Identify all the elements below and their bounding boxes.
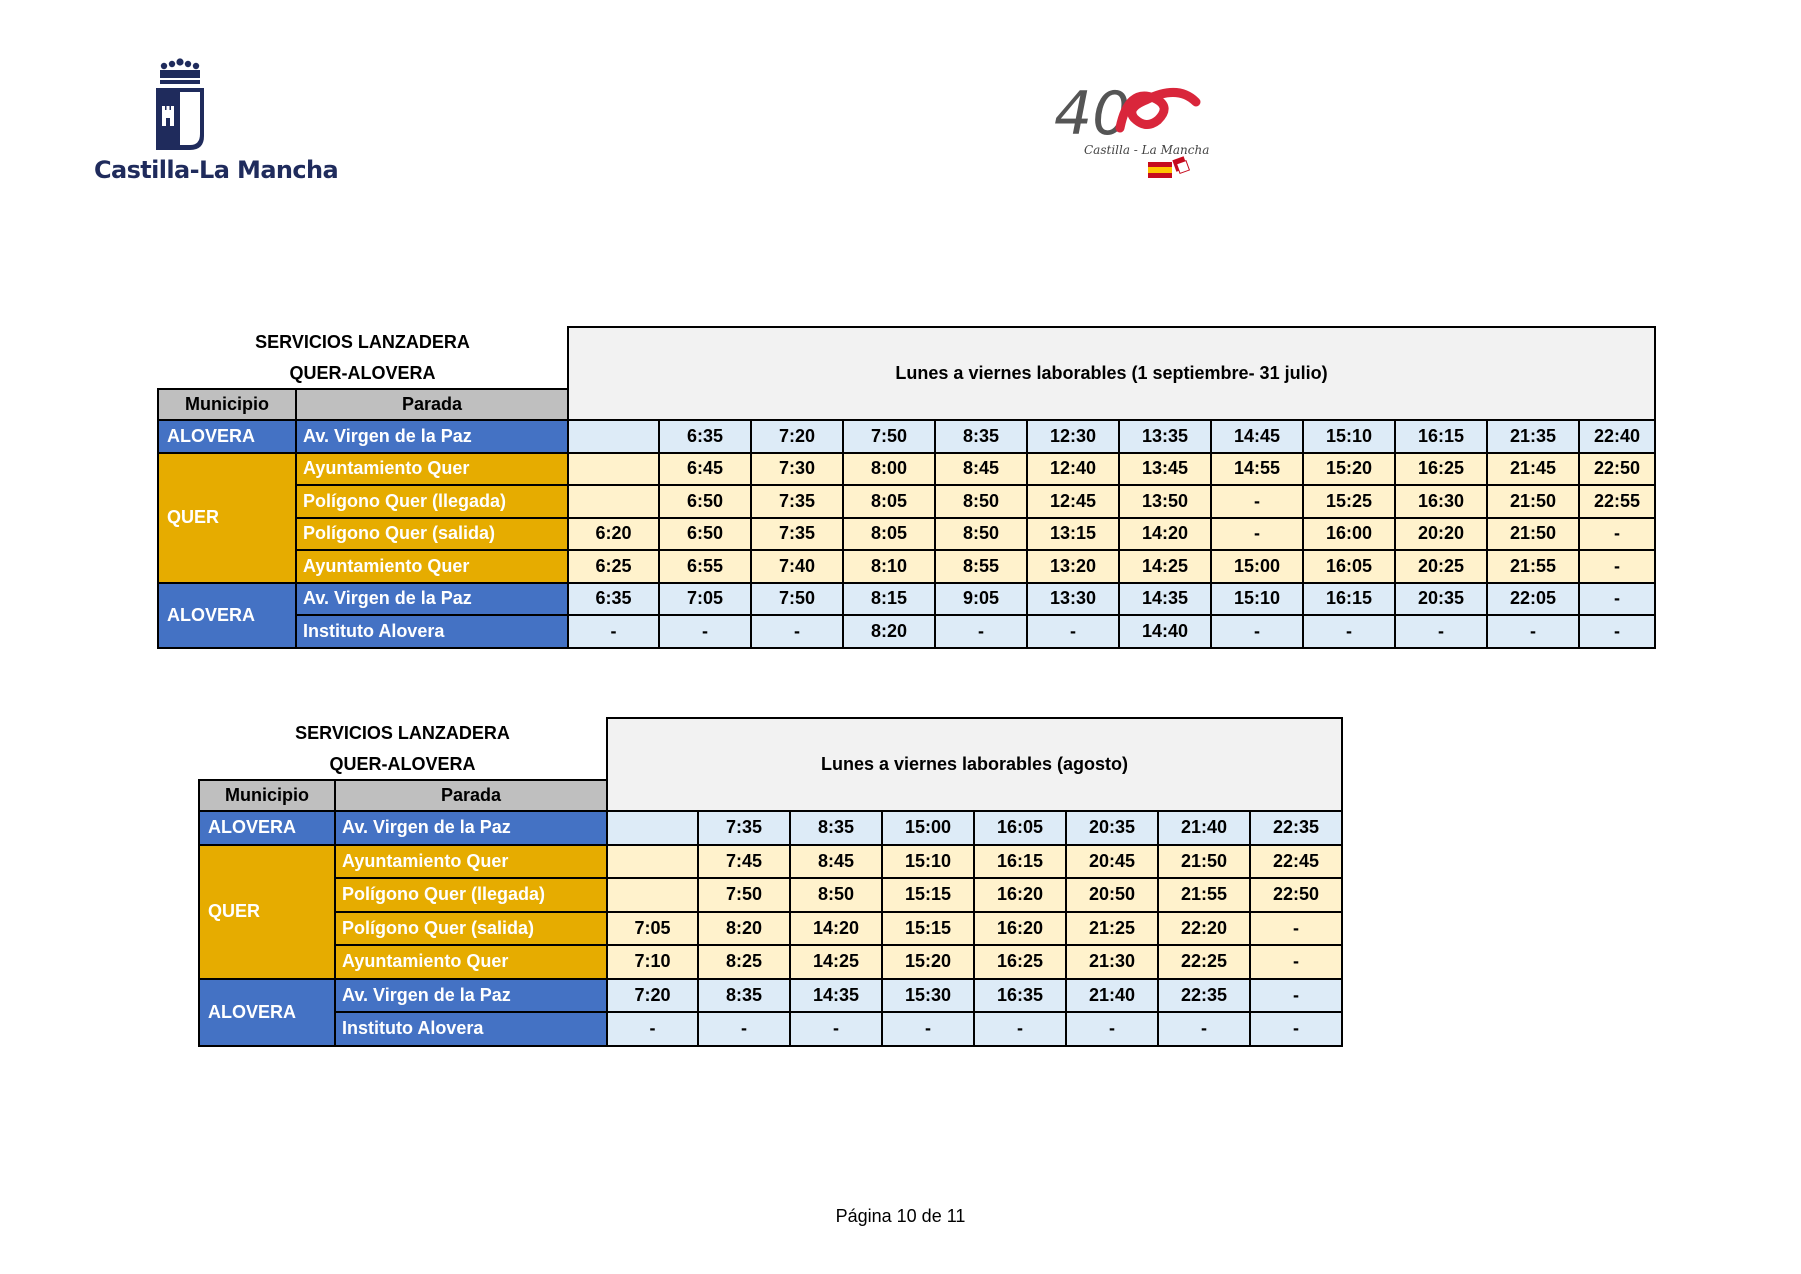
time-cell: -	[974, 1012, 1066, 1046]
table-title-line2: QUER-ALOVERA	[289, 362, 436, 383]
time-cell: -	[1579, 583, 1655, 616]
time-cell: 7:05	[607, 912, 698, 946]
time-cell: 7:45	[698, 845, 790, 879]
time-cell: 13:45	[1119, 453, 1211, 486]
time-cell: -	[935, 615, 1027, 648]
time-cell: 7:20	[751, 420, 843, 453]
schedule-table-1	[157, 326, 1656, 649]
table-row	[158, 583, 1655, 616]
stop-name-cell: Ayuntamiento Quer	[335, 945, 607, 979]
spanish-flag-icon	[1148, 162, 1172, 178]
time-cell: 15:20	[882, 945, 974, 979]
time-cell: 14:25	[1119, 550, 1211, 583]
stop-name-cell: Polígono Quer (salida)	[296, 518, 568, 551]
time-cell: 15:10	[882, 845, 974, 879]
time-cell: 16:25	[974, 945, 1066, 979]
time-cell: 21:45	[1487, 453, 1579, 486]
time-cell: -	[1211, 615, 1303, 648]
time-cell: 7:50	[698, 878, 790, 912]
time-cell: -	[1250, 945, 1342, 979]
stop-name-cell: Ayuntamiento Quer	[296, 550, 568, 583]
stop-name-cell: Av. Virgen de la Paz	[296, 583, 568, 616]
time-cell: 8:35	[790, 811, 882, 845]
table-row	[158, 453, 1655, 486]
time-cell: 14:25	[790, 945, 882, 979]
time-cell: 21:40	[1158, 811, 1250, 845]
time-cell: 15:30	[882, 979, 974, 1013]
time-cell: 6:20	[568, 518, 659, 551]
time-cell: 12:40	[1027, 453, 1119, 486]
time-cell: 16:05	[1303, 550, 1395, 583]
page-number: Página 10 de 11	[835, 1206, 966, 1226]
time-cell: -	[1250, 1012, 1342, 1046]
time-cell: 6:35	[659, 420, 751, 453]
time-cell: 7:35	[751, 485, 843, 518]
time-cell: 8:15	[843, 583, 935, 616]
municipio-cell: ALOVERA	[199, 979, 335, 1046]
time-cell: -	[1250, 979, 1342, 1013]
time-cell: 22:45	[1250, 845, 1342, 879]
anniversary-40-logo	[1050, 58, 1230, 188]
time-cell: 12:30	[1027, 420, 1119, 453]
municipio-cell: ALOVERA	[158, 420, 296, 453]
time-cell: 8:50	[935, 518, 1027, 551]
time-cell: 13:35	[1119, 420, 1211, 453]
stop-name-cell: Av. Virgen de la Paz	[335, 811, 607, 845]
time-cell: 15:00	[882, 811, 974, 845]
time-cell	[607, 811, 698, 845]
time-cell: 15:10	[1211, 583, 1303, 616]
table-row	[199, 878, 1342, 912]
table-row	[158, 420, 1655, 453]
table-row	[199, 945, 1342, 979]
table-row	[158, 518, 1655, 551]
time-cell: 12:45	[1027, 485, 1119, 518]
time-cell: 14:55	[1211, 453, 1303, 486]
time-cell	[568, 453, 659, 486]
time-cell: 21:40	[1066, 979, 1158, 1013]
time-cell	[568, 420, 659, 453]
time-cell: 21:55	[1158, 878, 1250, 912]
time-cell: -	[1158, 1012, 1250, 1046]
time-cell: 8:45	[790, 845, 882, 879]
column-header-municipio: Municipio	[158, 389, 296, 420]
time-cell: 21:35	[1487, 420, 1579, 453]
schedule-rows	[199, 811, 1342, 1046]
time-cell: 8:05	[843, 518, 935, 551]
stop-name-cell: Av. Virgen de la Paz	[335, 979, 607, 1013]
time-cell: 16:15	[974, 845, 1066, 879]
time-cell: 14:20	[1119, 518, 1211, 551]
stop-name-cell: Polígono Quer (llegada)	[296, 485, 568, 518]
logo-right-text: Castilla - La Mancha	[1084, 143, 1210, 157]
time-cell	[607, 878, 698, 912]
stop-name-cell: Instituto Alovera	[335, 1012, 607, 1046]
time-cell: -	[790, 1012, 882, 1046]
time-cell: 7:35	[751, 518, 843, 551]
time-cell: 20:45	[1066, 845, 1158, 879]
table-row	[158, 485, 1655, 518]
time-cell: -	[1303, 615, 1395, 648]
column-header-parada: Parada	[335, 780, 607, 811]
time-cell: 15:25	[1303, 485, 1395, 518]
time-cell: 6:50	[659, 485, 751, 518]
time-cell: 22:35	[1250, 811, 1342, 845]
time-cell: 20:50	[1066, 878, 1158, 912]
stop-name-cell: Ayuntamiento Quer	[296, 453, 568, 486]
table-row	[199, 912, 1342, 946]
logo-right-number: 40	[1054, 79, 1131, 149]
stop-name-cell: Ayuntamiento Quer	[335, 845, 607, 879]
time-cell: 14:20	[790, 912, 882, 946]
time-cell: 14:35	[790, 979, 882, 1013]
time-cell: 7:05	[659, 583, 751, 616]
municipio-cell: ALOVERA	[158, 583, 296, 648]
column-header-municipio: Municipio	[199, 780, 335, 811]
time-cell: 7:20	[607, 979, 698, 1013]
time-cell: 8:50	[790, 878, 882, 912]
time-cell: -	[698, 1012, 790, 1046]
municipio-cell: QUER	[199, 845, 335, 979]
time-cell: -	[882, 1012, 974, 1046]
time-cell: -	[1250, 912, 1342, 946]
time-cell: 22:50	[1250, 878, 1342, 912]
logo-left-text: Castilla-La Mancha	[94, 156, 339, 184]
time-cell: 22:20	[1158, 912, 1250, 946]
time-cell: -	[751, 615, 843, 648]
table-title-line2: QUER-ALOVERA	[329, 753, 476, 774]
time-cell	[607, 845, 698, 879]
time-cell: 8:50	[935, 485, 1027, 518]
time-cell: 16:05	[974, 811, 1066, 845]
time-cell	[568, 485, 659, 518]
time-cell: 7:50	[843, 420, 935, 453]
time-cell: 20:25	[1395, 550, 1487, 583]
schedule-table-2	[198, 717, 1343, 1047]
time-cell: 13:50	[1119, 485, 1211, 518]
time-cell: 22:05	[1487, 583, 1579, 616]
time-cell: 15:15	[882, 912, 974, 946]
municipio-cell: QUER	[158, 453, 296, 583]
time-cell: -	[568, 615, 659, 648]
time-cell: 15:00	[1211, 550, 1303, 583]
time-cell: 16:15	[1303, 583, 1395, 616]
time-cell: 14:40	[1119, 615, 1211, 648]
time-cell: 22:50	[1579, 453, 1655, 486]
table-row	[199, 1012, 1342, 1046]
schedule-rows	[158, 420, 1655, 648]
time-cell: -	[1579, 615, 1655, 648]
time-cell: 22:40	[1579, 420, 1655, 453]
time-cell: -	[1579, 550, 1655, 583]
time-cell: 7:35	[698, 811, 790, 845]
time-cell: 15:10	[1303, 420, 1395, 453]
time-cell: 14:35	[1119, 583, 1211, 616]
castle-crown-icon	[152, 58, 208, 154]
time-cell: 8:00	[843, 453, 935, 486]
time-cell: 9:05	[935, 583, 1027, 616]
time-cell: 13:30	[1027, 583, 1119, 616]
time-cell: 16:35	[974, 979, 1066, 1013]
time-cell: 8:55	[935, 550, 1027, 583]
time-cell: -	[1395, 615, 1487, 648]
time-cell: 7:50	[751, 583, 843, 616]
regional-flag-icon	[1172, 156, 1189, 173]
table-row	[199, 845, 1342, 879]
time-cell: 20:20	[1395, 518, 1487, 551]
time-cell: 22:35	[1158, 979, 1250, 1013]
service-period: Lunes a viernes laborables (1 septiembre- 31 julio)	[568, 327, 1655, 420]
castilla-la-mancha-logo	[90, 58, 339, 188]
time-cell: -	[1211, 485, 1303, 518]
table-title-line1: SERVICIOS LANZADERA	[295, 723, 510, 743]
time-cell: 7:10	[607, 945, 698, 979]
time-cell: 21:50	[1487, 518, 1579, 551]
time-cell: 15:20	[1303, 453, 1395, 486]
time-cell: -	[1066, 1012, 1158, 1046]
table-row	[199, 811, 1342, 845]
service-period: Lunes a viernes laborables (agosto)	[607, 718, 1342, 811]
time-cell: -	[607, 1012, 698, 1046]
time-cell: -	[1211, 518, 1303, 551]
time-cell: 21:25	[1066, 912, 1158, 946]
stop-name-cell: Polígono Quer (salida)	[335, 912, 607, 946]
time-cell: 14:45	[1211, 420, 1303, 453]
time-cell: 8:10	[843, 550, 935, 583]
time-cell: 8:20	[843, 615, 935, 648]
time-cell: 21:50	[1487, 485, 1579, 518]
time-cell: 8:05	[843, 485, 935, 518]
time-cell: 8:25	[698, 945, 790, 979]
time-cell: 22:55	[1579, 485, 1655, 518]
time-cell: 16:25	[1395, 453, 1487, 486]
stop-name-cell: Instituto Alovera	[296, 615, 568, 648]
table-title-line1: SERVICIOS LANZADERA	[255, 332, 470, 352]
time-cell: 8:35	[935, 420, 1027, 453]
time-cell: 16:00	[1303, 518, 1395, 551]
municipio-cell: ALOVERA	[199, 811, 335, 845]
time-cell: 20:35	[1395, 583, 1487, 616]
column-header-parada: Parada	[296, 389, 568, 420]
time-cell: 8:35	[698, 979, 790, 1013]
time-cell: 16:20	[974, 878, 1066, 912]
time-cell: 21:30	[1066, 945, 1158, 979]
time-cell: 7:30	[751, 453, 843, 486]
time-cell: 13:15	[1027, 518, 1119, 551]
anniversary-logo-graphic	[1050, 58, 1230, 188]
time-cell: 21:50	[1158, 845, 1250, 879]
table-row	[158, 550, 1655, 583]
time-cell: 6:25	[568, 550, 659, 583]
time-cell: 16:15	[1395, 420, 1487, 453]
time-cell: 7:40	[751, 550, 843, 583]
time-cell: 21:55	[1487, 550, 1579, 583]
time-cell: 8:45	[935, 453, 1027, 486]
stop-name-cell: Polígono Quer (llegada)	[335, 878, 607, 912]
time-cell: 16:30	[1395, 485, 1487, 518]
time-cell: 6:50	[659, 518, 751, 551]
time-cell: 20:35	[1066, 811, 1158, 845]
time-cell: 8:20	[698, 912, 790, 946]
time-cell: 6:35	[568, 583, 659, 616]
time-cell: 22:25	[1158, 945, 1250, 979]
time-cell: 6:45	[659, 453, 751, 486]
time-cell: 16:20	[974, 912, 1066, 946]
time-cell: 13:20	[1027, 550, 1119, 583]
table-row	[158, 615, 1655, 648]
stop-name-cell: Av. Virgen de la Paz	[296, 420, 568, 453]
time-cell: -	[1579, 518, 1655, 551]
time-cell: 6:55	[659, 550, 751, 583]
time-cell: -	[659, 615, 751, 648]
time-cell: 15:15	[882, 878, 974, 912]
table-row	[199, 979, 1342, 1013]
time-cell: -	[1027, 615, 1119, 648]
time-cell: -	[1487, 615, 1579, 648]
